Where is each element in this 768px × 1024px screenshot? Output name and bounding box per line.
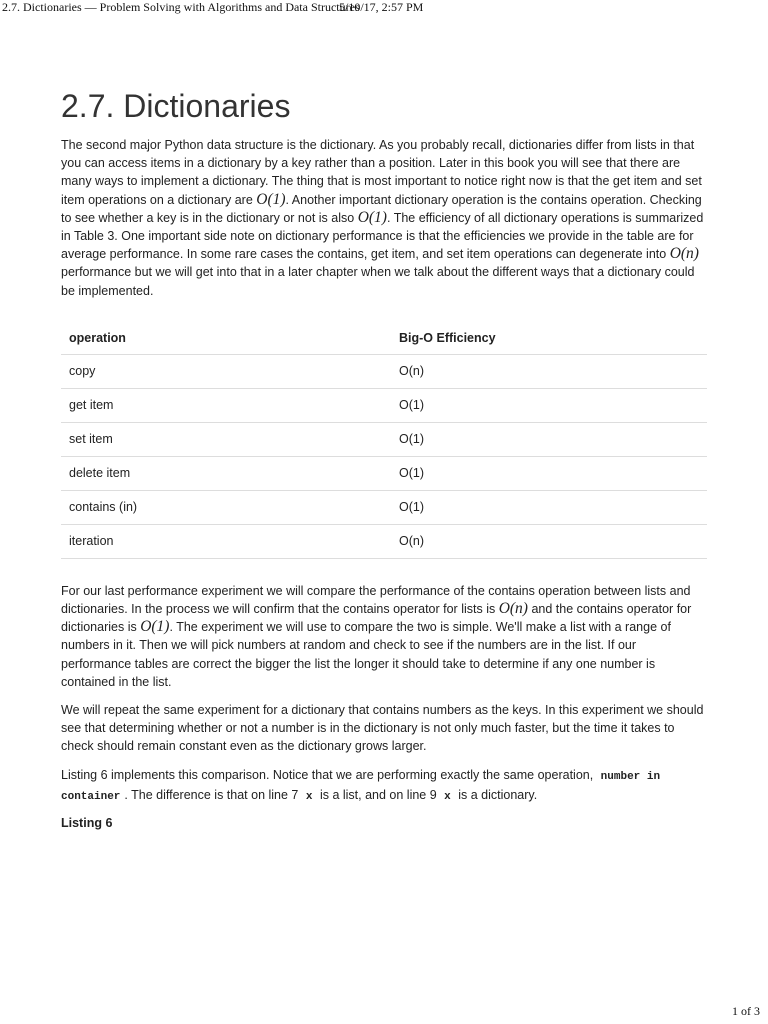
table-row [61, 388, 707, 422]
inline-code: x [305, 790, 313, 803]
efficiency-cell: O(1) [391, 456, 707, 490]
inline-code: x [444, 790, 451, 803]
intro-text-3: . The efficiency of all dictionary operations is summarized in Table 3. One important side note on dictionary performance is that the efficiencies we provide in the table are for average performance. In some rare cases the contains, get item, and set item operations can degenerate into [61, 210, 704, 262]
inline-code: number in container [61, 770, 661, 803]
column-header-operation: operation [61, 324, 391, 355]
experiment-text-2: and the contains operator for dictionaries is [61, 602, 692, 635]
table-row [61, 456, 707, 490]
table-row [61, 524, 707, 558]
math-on: O(n) [498, 600, 528, 618]
efficiency-cell: O(n) [391, 354, 707, 388]
efficiency-cell: O(1) [391, 388, 707, 422]
math-o1: O(1) [140, 618, 170, 636]
intro-text-1: The second major Python data structure is the dictionary. As you probably recall, dictionaries differ from lists in that you can access items in a dictionary by a key rather than a position. Later in this book you will see that there are many ways to implement a dictionary. The thing that is most important to notice right now is that the get item and set item operations on a dictionary are [61, 138, 702, 207]
listing-intro-text-4: is a dictionary. [454, 787, 538, 802]
experiment-text-3: . The experiment we will use to compare the two is simple. We'll make a list with a range of numbers in it. Then we will pick numbers at random and check to see if the numbers are in the list. If our performance tables are correct the bigger the list the longer it should take to determine if any one number is contained in the list. [61, 620, 671, 689]
page-number: 1 of 3 [732, 1004, 760, 1018]
efficiency-cell: O(1) [391, 490, 707, 524]
table-row [61, 422, 707, 456]
experiment-text-1: For our last performance experiment we will compare the performance of the contains operation between lists and dictionaries. In the process we will confirm that the contains operator for lists is [61, 583, 691, 617]
operation-cell: iteration [61, 524, 391, 558]
efficiency-cell: O(1) [391, 422, 707, 456]
column-header-efficiency: Big-O Efficiency [391, 324, 707, 355]
operation-cell: set item [61, 422, 391, 456]
operation-cell: copy [61, 354, 391, 388]
dictionary-experiment-paragraph: We will repeat the same experiment for a dictionary that contains numbers as the keys. In this experiment we should see that determining whether or not a number is in the dictionary is not only much faster, but the time it takes to check should remain constant even as the dictionary grows larger. [61, 703, 704, 754]
listing-intro-paragraph [61, 766, 707, 806]
math-o1: O(1) [357, 208, 387, 226]
table-row [61, 490, 707, 524]
math-on: O(n) [669, 245, 699, 263]
efficiency-table [61, 324, 707, 559]
listing-intro-text-3: is a list, and on line 9 [316, 787, 441, 802]
operation-cell: delete item [61, 456, 391, 490]
intro-text-2: . Another important dictionary operation is the contains operation. Checking to see whether a key is in the dictionary or not is also [61, 192, 702, 225]
print-header [2, 0, 764, 14]
print-header-datetime: 5/10/17, 2:57 PM [339, 0, 424, 14]
intro-paragraph [61, 136, 707, 300]
print-header-title: 2.7. Dictionaries — Problem Solving with Algorithms and Data Structures [2, 0, 360, 14]
listing-label: Listing 6 [61, 816, 113, 831]
listing-intro-text-1: Listing 6 implements this comparison. Notice that we are performing exactly the same operation, [61, 767, 597, 782]
table-row [61, 354, 707, 388]
listing-intro-text-2: . The difference is that on line 7 [124, 787, 302, 802]
intro-text-4: performance but we will get into that in a later chapter when we talk about the different ways that a dictionary could be implemented. [61, 265, 695, 298]
table-header-row [61, 324, 707, 355]
operation-cell: contains (in) [61, 490, 391, 524]
efficiency-cell: O(n) [391, 524, 707, 558]
experiment-paragraph [61, 582, 707, 691]
math-o1: O(1) [256, 190, 286, 208]
page-title: 2.7. Dictionaries [61, 88, 291, 124]
document-content [61, 86, 707, 830]
operation-cell: get item [61, 388, 391, 422]
